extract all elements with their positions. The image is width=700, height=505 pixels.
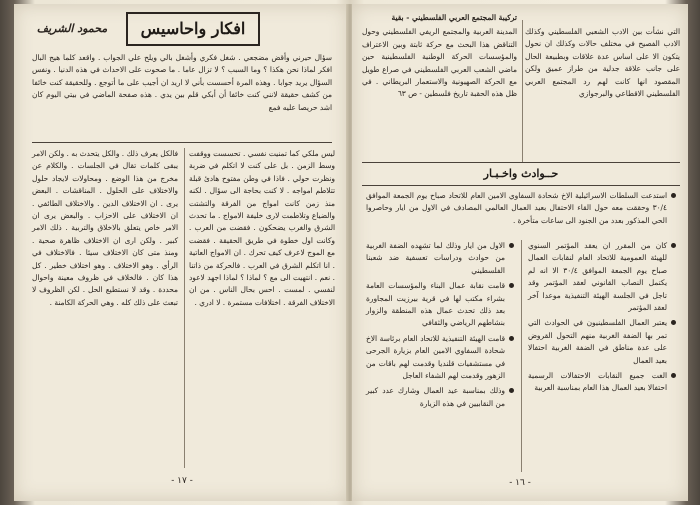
news-item-text: قامت نقابة عمال البناء والمؤسسات العامة بشراء مكتب لها في قرية بيرزيت المجاورة بعد ذلك تحدث عمال هذه المنطقة والزوار بنشاطهم الرياضي والثقافي <box>366 281 505 328</box>
news-item <box>528 240 676 314</box>
news-item-text: كان من المقرر ان يعقد المؤتمر السنوي للهيئة العمومية للاتحاد العام لنقابات العمال صباح يوم الجمعة الموافق ٣٠/٤ الا انه لم يكتمل النصاب القانوني لعقد المؤتمر وقد تاجل في الجلسة الهيئة التنفيذية موعدا آخر لعقد المؤتمر <box>528 241 667 313</box>
news-item-text: الغت جميع النقابات الاحتفالات الرسمية احتفالا بعيد العمال هذا العام بمناسبة العربية <box>528 371 667 393</box>
news-section-title: حــوادث واخـبـار <box>483 167 559 180</box>
news-item <box>366 280 514 330</box>
news-item <box>528 370 676 395</box>
news-item <box>366 333 514 383</box>
news-item-text: استدعت السلطات الاسرائيلية الاخ شحادة السفاوي الامين العام للاتحاد صباح يوم الجمعة الموافق ٣٠/٤ وحققت معه حول القاء الاحتفال بعيد العمال العالمي المصادف في الاول من ايار وحاصروا الحي المذكور بعدد من الجنود الى ساعات متأخرة . <box>366 191 667 225</box>
column-title-box <box>126 12 260 46</box>
news-item-text: يعتبر العمال الفلسطينيون في الحوادث التي تمر بها الضفة الغربية منهم التحول القروض على عدة مناطق في الضفة الغربية احتفالا بعيد العمال <box>528 318 667 365</box>
news-column-left <box>366 240 514 413</box>
column-divider <box>521 240 522 472</box>
article-column-left: فالكل يعرف ذلك . والكل يتحدث به . ولكن الامر يبقى كلمات تقال في الجلسات . والكلام عن مخرج من هذا الوضع . ومحاولات لايجاد حلول والاختلاف على الحلول . المناقشات . البعض يرى . ان الاختلاف الدين . والاختلاف الطائفي . ان الاختلاف على الاحزاب . والبعض يرى ان الامر خاص يتعلق بالاخلاق والتربية . ذلك الامر كبير . ولكن ارى ان الاختلاف ظاهرة صحية . ومنذ متى كان الاختلاف سيئا . فالاختلاف في الرأي . وهو الاختلاف . وهو اختلاف خطير . كل هذا كان . فالخلاف في ظروف معينة واحوال محددة . وقد لا نستطيع الحل . لكن الظروف لا تبعث على ذلك كله . وهي الحركة الكامنة . <box>32 149 178 307</box>
bullet-icon <box>509 336 514 341</box>
page-number: - ١٧ - <box>171 476 193 486</box>
news-item <box>366 240 514 277</box>
article-column-left <box>362 12 517 101</box>
news-item <box>366 190 676 227</box>
column-title: افكار واحاسيس <box>140 19 246 38</box>
news-item-text: الاول من ايار وذلك لما تشهده الضفة الغربية من حوادث ودراسات تعسفية ضد شعبنا الفلسطيني <box>366 241 505 275</box>
page-number: - ١٦ - <box>509 478 531 488</box>
bullet-icon <box>509 283 514 288</box>
bullet-icon <box>509 243 514 248</box>
news-intro <box>366 190 676 230</box>
column-divider <box>184 148 185 468</box>
news-item <box>528 317 676 367</box>
page-17 <box>14 4 348 501</box>
bullet-icon <box>671 243 676 248</box>
news-item <box>366 385 514 410</box>
author-byline: محمود الشريف <box>36 22 108 35</box>
bullet-icon <box>671 320 676 325</box>
page-16 <box>352 4 688 501</box>
continued-label: تركيبة المجتمع العربي الفلسطيني - بقية <box>391 13 517 22</box>
article-column-right: ليس ملكي كما تمنيت نفسي . تحسست ووقفت وسط الزمن . بل على كنت لا اتكلم في ضربة ونظرت حولي . فاذا في وطن مفتوح هادئ قبلة تتلاطم امواجه . لا كنت بحاجة الى سؤال . لكنه منذ زمن كانت امواج من الفرقة والتشتت والضياع وتلاطمت لارى خليفة الامواج . ما تحدث الشرق والغرب يضحكون . فقضت من العرب . وكانت اول خطوة في طريق الحقيقة . فقضت مع الموج لاعرف كيف تحرك . ان الامواج العاتية . انا اتكلم الشرق في العرب . فالحركة من ذاتنا . نعم . انتهيت الى مع ؟ لماذا ؟ لماذا اجهد لاعود لنفسي . لمست . احس بحال الناس . من ان الاختلاف الفرقة . اختلافات مستمرة . لا ادري . <box>189 149 335 307</box>
bullet-icon <box>671 373 676 378</box>
news-section-header <box>362 162 680 186</box>
news-item-text: وذلك بمناسبة عيد العمال وشارك عدد كبير من النقابيين في هذه الزيارة <box>366 386 505 408</box>
column-divider <box>522 20 523 162</box>
news-column-right <box>528 240 676 398</box>
article-text: المدينة العربية والمجتمع الريفي الفلسطيني وحول التناقض هذا البحث مع حركة ثابتة وبين الاعتراف والمؤسسات الحركة الوطنية الفلسطينية حين ماضي الشعب العربي الفلسطيني في صراع طويل مع الحركة الصهيونية والاستعمار البريطاني . في ظل هذه الحقبة تاريخ فلسطين - ص ٦٣ <box>362 27 517 99</box>
bullet-icon <box>671 193 676 198</box>
article-continuation <box>362 12 680 162</box>
article-column-right: التي نشأت بين الادب الشعبي الفلسطيني وكذلك الادب الفصيح في مختلف حالات وكذلك ان نحول يتكون الا على اساس عدة علاقات وبطبيعة الحال على جانب علاقة جدلية من طراز عميق ولكن المقصود انها كانت لهم رد المجتمع العربي الفلسطيني الاقطاعي والبرجوازي <box>525 27 680 99</box>
column-intro-text: سؤال حيرني وأقض مضجعي . شغل فكري وأشغل بالي ويلح علي الجواب . واقعد كلما هيج البال افكر لماذا نحن هكذا ؟ وما السبب ؟ لا تزال عاما . ما صحوت على الاحداث في هذه الدنيا . ونفس السؤال يريد جوابا . وهذه المرة أحسست بأني لا اريد ان أجيب على ما أتوجع . وللحقيقة كنت خائفا من كشف حقيقة لانني كنت خائفا أن أبكي قلم بين يدي . هذه صفحة الماضي في بيتي اليوم كان اشد حريصا عليه فمع <box>32 53 332 112</box>
news-item-text: قامت الهيئة التنفيذية للاتحاد العام برئاسة الاخ شحادة السفاوي الامين العام بزيارة الجرحى في مستشفيات قلنديا وقدمت لهم باقات من الزهور وقدمت لهم الشفاء العاجل <box>366 333 505 381</box>
bullet-icon <box>509 388 514 393</box>
horizontal-rule <box>32 142 332 143</box>
column-header <box>26 12 338 48</box>
